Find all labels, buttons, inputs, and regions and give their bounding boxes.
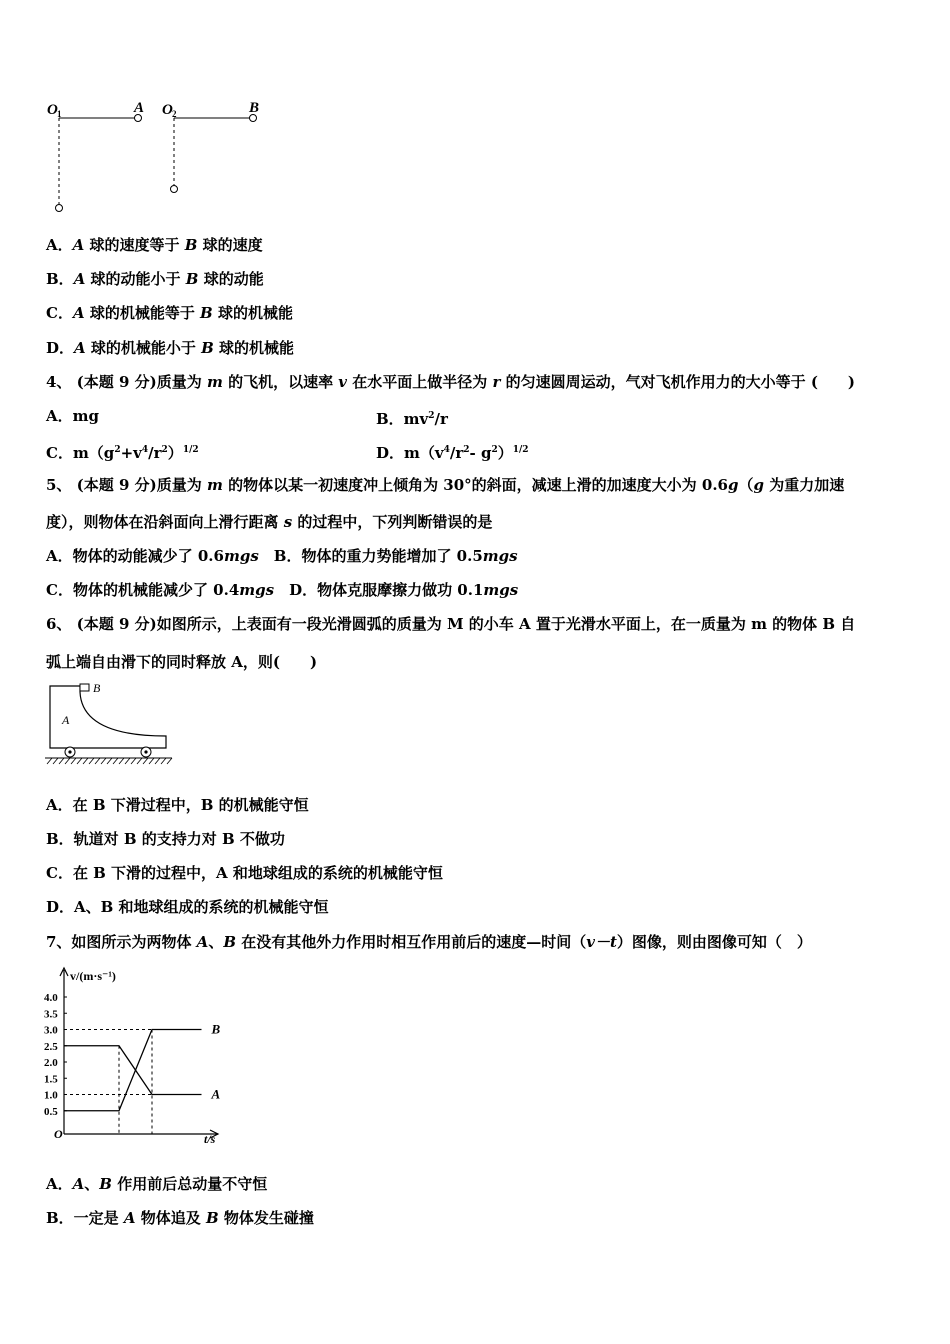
q7-stem: 7、如图所示为两物体 A、B 在没有其他外力作用时相互作用前后的速度—时间（v－t）图像，则由图像可知（ ）	[46, 933, 812, 951]
series-label-a: A	[211, 1086, 221, 1102]
q4-options-cd	[46, 440, 529, 463]
q5-stem-line1: 5、 (本题 9 分)质量为 m 的物体以某一初速度冲上倾角为 30°的斜面，减速上滑的加速度大小为 0.6g（g 为重力加速	[46, 476, 845, 494]
q5-stem-line2: 度），则物体在沿斜面向上滑行距离 s 的过程中，下列判断错误的是	[46, 513, 493, 531]
series-line-a	[64, 1046, 202, 1095]
q4-stem: 4、 (本题 9 分)质量为 m 的飞机，以速率 v 在水平面上做半径为 r 的匀速圆周运动，气对飞机作用力的大小等于 ( )	[46, 373, 856, 391]
label-a: A	[134, 100, 145, 116]
y-tick-label: 0.5	[44, 1105, 58, 1118]
q7-option-a: A．A、B 作用前后总动量不守恒	[46, 1175, 268, 1193]
x-axis-label: t/s	[204, 1132, 216, 1146]
q6-option-b: B．轨道对 B 的支持力对 B 不做功	[46, 830, 285, 848]
cart-label-b: B	[93, 681, 101, 695]
y-tick-label: 3.0	[44, 1024, 58, 1037]
q6-stem-line1: 6、 (本题 9 分)如图所示，上表面有一段光滑圆弧的质量为 M 的小车 A 置于光滑水平面上，在一质量为 m 的物体 B 自	[46, 615, 856, 633]
q5-options-ab: A．物体的动能减少了 0.6mgs B．物体的重力势能增加了 0.5mgs	[46, 547, 518, 565]
y-axis-label: v/(m·s⁻¹)	[70, 969, 116, 983]
cart-label-a: A	[62, 713, 70, 727]
cart-figure	[40, 678, 180, 770]
q4-option-c: C．$m(g^2+v^4/r^2)^{1/2}$	[46, 444, 199, 462]
q4-options-ab	[46, 406, 448, 428]
series-label-b: B	[211, 1021, 221, 1037]
q3-option-a: A．A 球的速度等于 B 球的速度	[46, 236, 263, 254]
y-tick-label: 1.0	[44, 1089, 58, 1102]
q5-options-cd: C．物体的机械能减少了 0.4mgs D．物体克服摩擦力做功 0.1mgs	[46, 581, 519, 599]
y-tick-label: 2.5	[44, 1040, 58, 1053]
vt-chart	[40, 962, 240, 1147]
y-tick-label: 2.0	[44, 1057, 58, 1069]
q3-option-b: B．A 球的动能小于 B 球的动能	[46, 270, 264, 288]
label-o1-sub: 1	[57, 109, 62, 119]
q6-stem-line2: 弧上端自由滑下的同时释放 A，则( )	[46, 653, 318, 671]
y-tick-label: 3.5	[44, 1008, 58, 1021]
series-line-b	[64, 1030, 202, 1111]
origin-label: O	[54, 1127, 63, 1141]
label-b: B	[249, 100, 260, 116]
y-tick-label: 4.0	[44, 992, 58, 1004]
q6-option-d: D．A、B 和地球组成的系统的机械能守恒	[46, 898, 329, 916]
label-o1: O	[47, 102, 58, 118]
q7-option-b: B．一定是 A 物体追及 B 物体发生碰撞	[46, 1209, 314, 1227]
q4-option-d: D．$m(v^4/r^2-$ $g^2)^{1/2}$	[376, 444, 529, 462]
label-o2: O	[162, 102, 173, 118]
q3-option-d: D．A 球的机械能小于 B 球的机械能	[46, 339, 295, 357]
label-o2-sub: 2	[172, 109, 177, 119]
q4-option-a: A．mg	[46, 407, 99, 425]
y-tick-label: 1.5	[44, 1073, 58, 1086]
q3-option-c: C．A 球的机械能等于 B 球的机械能	[46, 304, 293, 322]
q6-option-a: A．在 B 下滑过程中，B 的机械能守恒	[46, 796, 309, 814]
q4-option-b: B．$mv^2/r$	[376, 410, 448, 428]
pendulum-figure	[40, 95, 280, 220]
q6-option-c: C．在 B 下滑的过程中，A 和地球组成的系统的机械能守恒	[46, 864, 443, 882]
